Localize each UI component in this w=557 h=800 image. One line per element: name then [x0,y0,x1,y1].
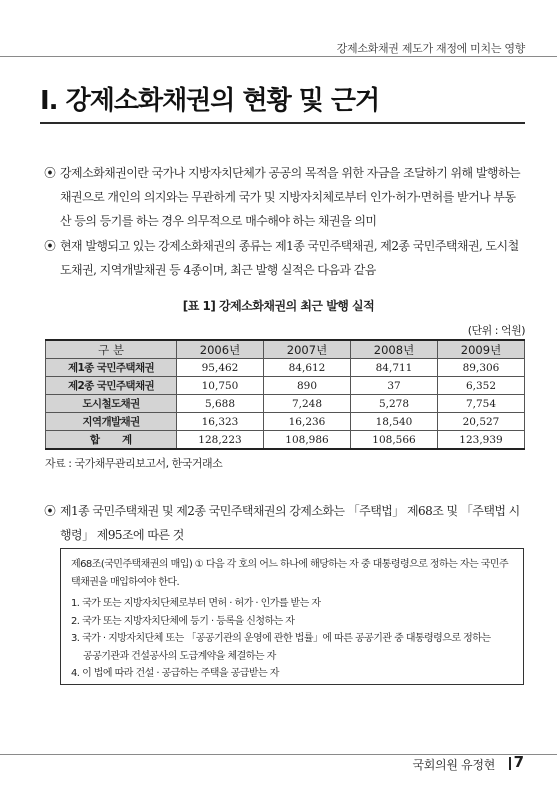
footer-author: 국회의원 유정현 [412,758,495,772]
column-header: 2007년 [264,340,351,359]
table-cell: 7,754 [438,395,525,413]
header-divider [0,56,557,57]
table-cell: 16,323 [177,413,264,431]
footer-separator [509,757,511,770]
bullet-current-types [44,234,524,282]
bullet-marker-icon: ⦿ [44,504,56,518]
table-cell: 5,688 [177,395,264,413]
table-row [46,395,525,413]
table-unit: (단위 : 억원) [467,324,525,337]
title-underline [40,122,525,124]
bullet-legal-basis-text: 제1종 국민주택채권 및 제2종 국민주택채권의 강제소화는 「주택법」 제68조 및 「주택법 시행령」 제95조에 따른 것 [60,504,520,542]
table-cell: 95,462 [177,359,264,377]
footer-divider [0,754,557,755]
column-header: 2006년 [177,340,264,359]
table-cell: 16,236 [264,413,351,431]
table-row [46,413,525,431]
table-cell: 5,278 [351,395,438,413]
bullet-marker-icon: ⦿ [44,239,56,253]
row-label: 제1종 국민주택채권 [46,359,177,377]
table-cell: 89,306 [438,359,525,377]
section-title: I. 강제소화채권의 현황 및 근거 [40,86,380,116]
column-header: 2008년 [351,340,438,359]
issuance-table [45,339,525,450]
law-intro: 제68조(국민주택채권의 매입) ① 다음 각 호의 어느 하나에 해당하는 자 중 대통령령으로 정하는 자는 국민주택채권을 매입하여야 한다. [71,559,509,588]
law-item: 1. 국가 또는 지방자치단체로부터 면허 · 허가 · 인가를 받는 자 [71,598,321,609]
table-cell: 6,352 [438,377,525,395]
law-item-text: 3. 국가 · 지방자치단체 또는 「공공기관의 운영에 관한 법률」에 따른 공공기관 중 대통령령으로 정하는 [71,633,491,644]
row-label: 제2종 국민주택채권 [46,377,177,395]
table-cell: 123,939 [438,431,525,450]
bullet-legal-basis [44,499,524,547]
law-item: 4. 이 법에 따라 건설 · 공급하는 주택을 공급받는 자 [71,668,279,679]
table-cell: 37 [351,377,438,395]
law-item-continuation: 공공기관과 건설공사의 도급계약을 체결하는 자 [83,650,276,662]
row-label: 합계 [46,431,177,450]
table-cell: 7,248 [264,395,351,413]
law-item: 2. 국가 또는 지방자치단체에 등기 · 등록을 신청하는 자 [71,615,295,627]
bullet-definition [44,161,524,233]
bullet-current-types-text: 현재 발행되고 있는 강제소화채권의 종류는 제1종 국민주택채권, 제2종 국민주택채권, 도시철도채권, 지역개발채권 등 4종이며, 최근 발행 실적은 다음과 같음 [60,239,519,277]
row-label: 도시철도채권 [46,395,177,413]
law-item [71,630,513,665]
table-cell: 18,540 [351,413,438,431]
table-cell: 20,527 [438,413,525,431]
column-header: 2009년 [438,340,525,359]
page-number: 7 [513,753,524,771]
table-cell: 890 [264,377,351,395]
row-label: 지역개발채권 [46,413,177,431]
table-cell: 10,750 [177,377,264,395]
table-cell: 84,612 [264,359,351,377]
table-cell: 128,223 [177,431,264,450]
column-header: 구 분 [46,340,177,359]
table-cell: 108,986 [264,431,351,450]
table-row [46,359,525,377]
law-excerpt-box [60,548,524,685]
table-source: 자료 : 국가채무관리보고서, 한국거래소 [45,457,223,470]
table-row [46,377,525,395]
bullet-marker-icon: ⦿ [44,166,56,180]
table-total-row [46,431,525,450]
table-header-row [46,340,525,359]
table-cell: 84,711 [351,359,438,377]
bullet-definition-text: 강제소화채권이란 국가나 지방자치단체가 공공의 목적을 위한 자금을 조달하기 위해 발행하는 채권으로 개인의 의지와는 무관하게 국가 및 지방자치체로부터 인가·허가·면허를 받거나 부동산 등의 등기를 하는 경우 의무적으로 매수해야 하는 채권을 의미 [60,166,521,228]
table-cell: 108,566 [351,431,438,450]
running-header: 강제소화채권 제도가 재정에 미치는 영향 [336,42,525,55]
table-title: [표 1] 강제소화채권의 최근 발행 실적 [182,299,375,313]
